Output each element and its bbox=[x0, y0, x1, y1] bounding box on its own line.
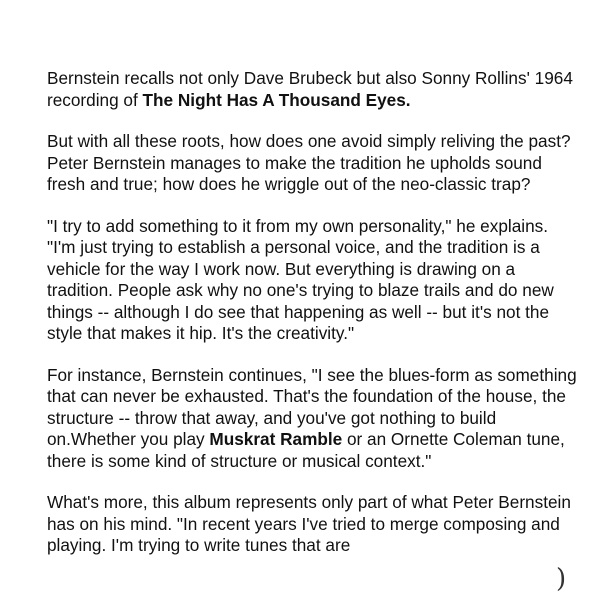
paragraph-3-text: "I try to add something to it from my own personality," he explains. "I'm just trying to establish a personal voice, and the tradition is a vehicle for the way I work now. But everything is drawing on a tradition. People ask why no one's trying to blaze trails and do new things -- although I do see that happening as well -- but it's not the style that makes it hip. It's the creativity." bbox=[47, 215, 554, 343]
paragraph-1-text: Bernstein recalls not only Dave Brubeck but also Sonny Rollins' 1964 recording of bbox=[47, 68, 573, 110]
paragraph-2 bbox=[47, 131, 577, 196]
song-title-muskrat-ramble: Muskrat Ramble bbox=[209, 429, 343, 449]
paragraph-4-text-start: For instance, Bernstein continues, "I see the blues-form as something that can never be exhausted. That's the foundation of the house, the structure -- throw that away, and you've got nothing to build on.Whether you play bbox=[47, 364, 577, 449]
paragraph-5 bbox=[47, 492, 577, 557]
paragraph-4 bbox=[47, 365, 577, 473]
paragraph-5-text: What's more, this album represents only part of what Peter Bernstein has on his mind. "In recent years I've tried to merge composing and playing. I'm trying to write tunes that are bbox=[47, 492, 571, 555]
paragraph-3 bbox=[47, 216, 577, 345]
document-page bbox=[47, 68, 577, 577]
album-title-the-night-has-a-thousand-eyes: The Night Has A Thousand Eyes. bbox=[142, 89, 411, 110]
paragraph-2-text: But with all these roots, how does one avoid simply reliving the past? Peter Bernstein manages to make the tradition he upholds sound fresh and true; how does he wriggle out of the neo-classic trap? bbox=[47, 131, 571, 194]
continuation-mark: ) bbox=[556, 564, 567, 594]
paragraph-1 bbox=[47, 68, 577, 111]
paragraph-4-text-end: or an Ornette Coleman tune, there is some kind of structure or musical context." bbox=[47, 429, 565, 471]
